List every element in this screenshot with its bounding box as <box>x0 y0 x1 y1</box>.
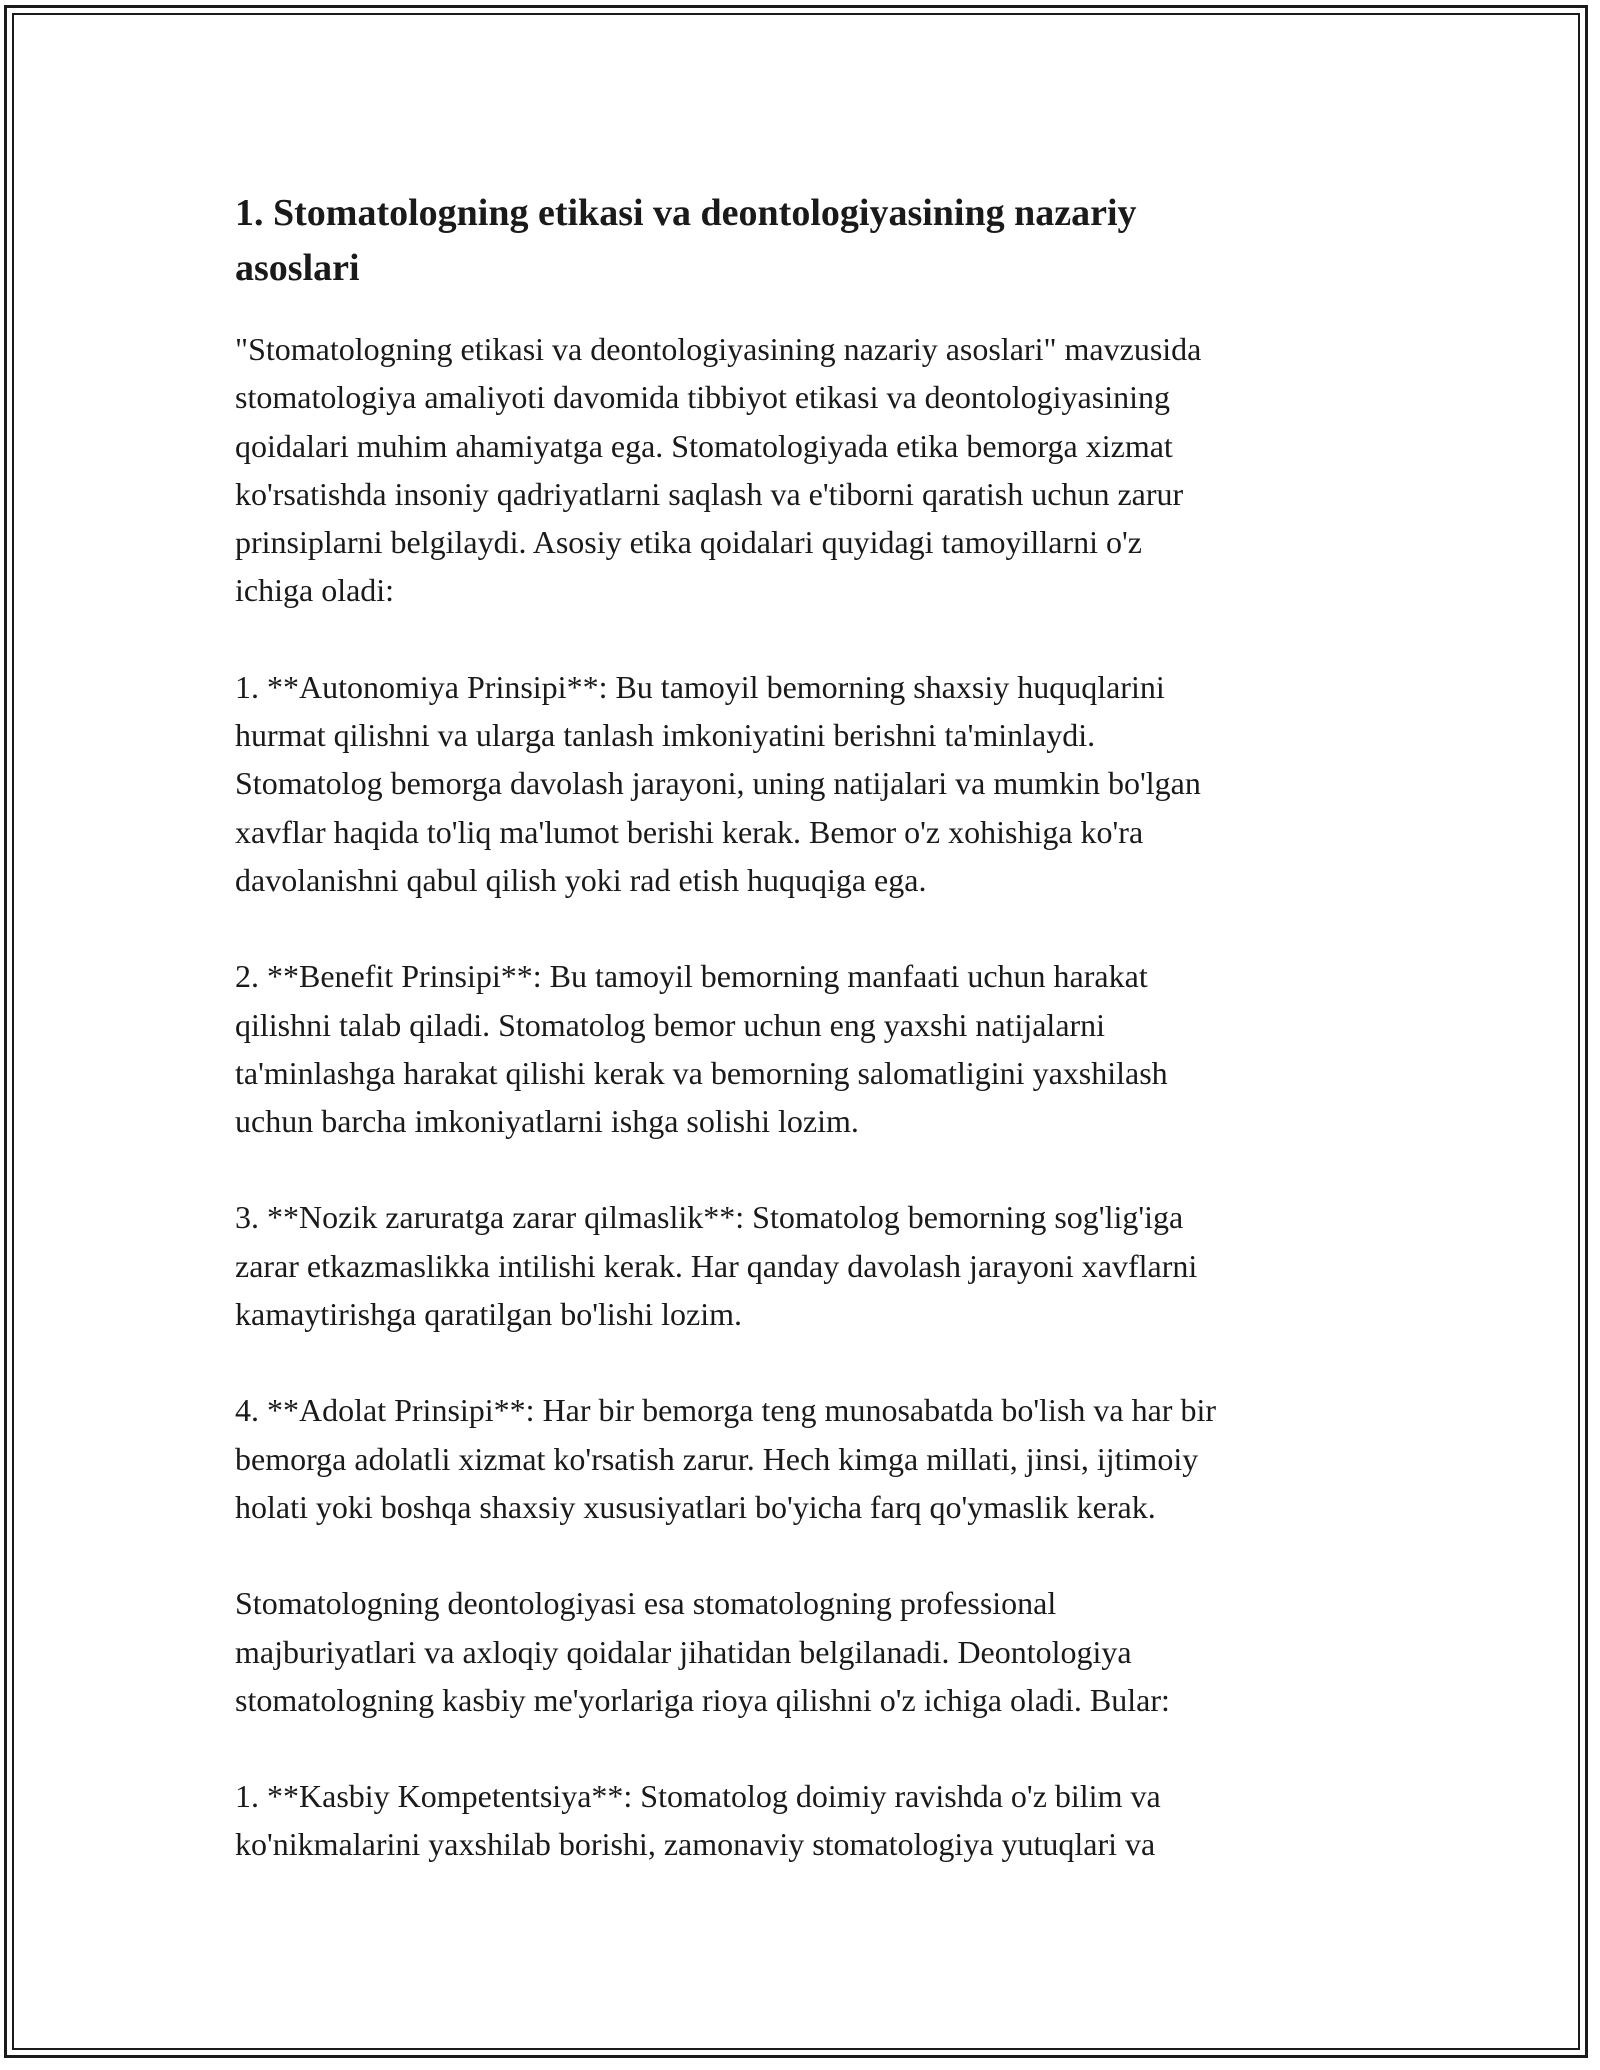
text-line: "Stomatologning etikasi va deontologiyasining nazariy asoslari" mavzusida <box>235 331 1202 367</box>
principle-autonomy-paragraph <box>235 663 1375 904</box>
text-line: 1. **Autonomiya Prinsipi**: Bu tamoyil bemorning shaxsiy huquqlarini <box>235 668 1165 705</box>
text-line: uchun barcha imkoniyatlarni ishga solishi lozim. <box>235 1103 859 1140</box>
text-line: majburiyatlari va axloqiy qoidalar jihatidan belgilanadi. Deontologiya <box>235 1633 1132 1670</box>
text-line: bemorga adolatli xizmat ko'rsatish zarur. Hech kimga millati, jinsi, ijtimoiy <box>235 1440 1199 1477</box>
document-body <box>235 186 1375 1917</box>
text-line: stomatologning kasbiy me'yorlariga rioya qilishni o'z ichiga oladi. Bular: <box>235 1681 1170 1718</box>
text-line: ko'rsatishda insoniy qadriyatlarni saqlash va e'tiborni qaratish uchun zarur <box>235 475 1184 512</box>
text-line: xavflar haqida to'liq ma'lumot berishi kerak. Bemor o'z xohishiga ko'ra <box>235 813 1144 850</box>
text-line: davolanishni qabul qilish yoki rad etish huquqiga ega. <box>235 861 927 898</box>
section-title <box>235 186 1375 296</box>
text-line: stomatologiya amaliyoti davomida tibbiyot etikasi va deontologiyasining <box>235 379 1170 416</box>
text-line: prinsiplarni belgilaydi. Asosiy etika qoidalari quyidagi tamoyillarni o'z <box>235 524 1142 561</box>
text-line: holati yoki boshqa shaxsiy xususiyatlari bo'yicha farq qo'ymaslik kerak. <box>235 1488 1156 1525</box>
text-line: Stomatologning deontologiyasi esa stomatologning professional <box>235 1585 1057 1622</box>
text-line: 4. **Adolat Prinsipi**: Har bir bemorga teng munosabatda bo'lish va har bir <box>235 1392 1216 1429</box>
text-line: zarar etkazmaslikka intilishi kerak. Har qanday davolash jarayoni xavflarni <box>235 1247 1198 1284</box>
text-line: 2. **Benefit Prinsipi**: Bu tamoyil bemorning manfaati uchun harakat <box>235 958 1148 995</box>
text-line: ta'minlashga harakat qilishi kerak va bemorning salomatligini yaxshilash <box>235 1054 1168 1091</box>
principle-benefit-paragraph <box>235 952 1375 1145</box>
intro-paragraph <box>235 325 1375 615</box>
title-line: asoslari <box>235 247 360 289</box>
text-line: qilishni talab qiladi. Stomatolog bemor uchun eng yaxshi natijalarni <box>235 1006 1106 1043</box>
text-line: qoidalari muhim ahamiyatga ega. Stomatologiyada etika bemorga xizmat <box>235 427 1173 464</box>
principle-non-maleficence-paragraph <box>235 1193 1375 1338</box>
text-line: hurmat qilishni va ularga tanlash imkoniyatini berishni ta'minlaydi. <box>235 717 1096 754</box>
principle-justice-paragraph <box>235 1386 1375 1531</box>
text-line: ko'nikmalarini yaxshilab borishi, zamonaviy stomatologiya yutuqlari va <box>235 1826 1156 1863</box>
text-line: ichiga oladi: <box>235 572 395 609</box>
text-line: 3. **Nozik zaruratga zarar qilmaslik**: Stomatolog bemorning sog'lig'iga <box>235 1199 1184 1236</box>
text-line: Stomatolog bemorga davolash jarayoni, uning natijalari va mumkin bo'lgan <box>235 765 1201 802</box>
competence-paragraph <box>235 1772 1375 1869</box>
title-line: 1. Stomatologning etikasi va deontologiyasining nazariy <box>235 192 1137 234</box>
text-line: kamaytirishga qaratilgan bo'lishi lozim. <box>235 1296 742 1333</box>
deontology-paragraph <box>235 1579 1375 1724</box>
text-line: 1. **Kasbiy Kompetentsiya**: Stomatolog doimiy ravishda o'z bilim va <box>235 1778 1161 1815</box>
